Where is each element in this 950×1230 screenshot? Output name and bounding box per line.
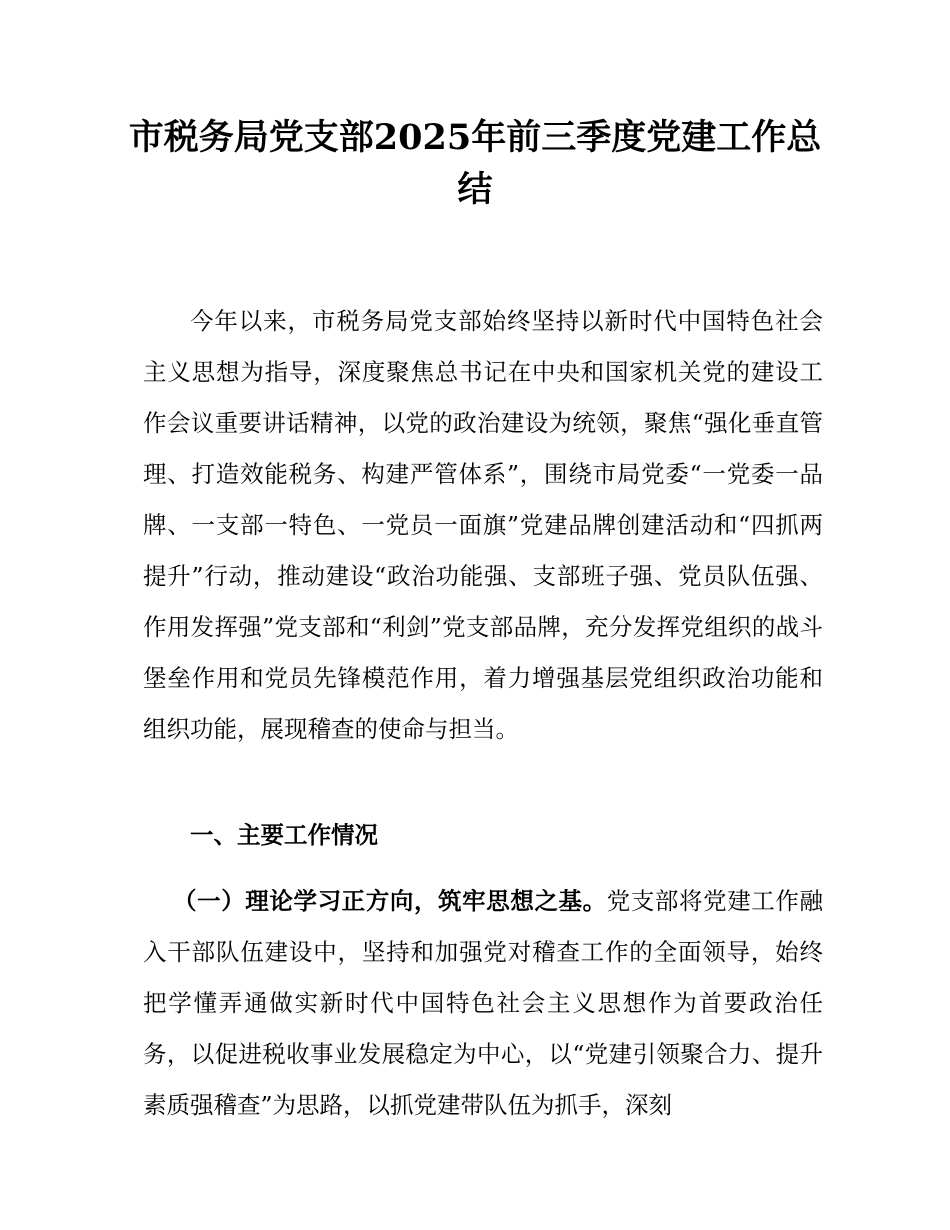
subsection-text: 党支部将党建工作融入干部队伍建设中，坚持和加强党对稽查工作的全面领导，始终把学懂弄通做实新时代中国特色社会主义思想作为首要政治任务，以促进税收事业发展稳定为中心，以“党建引领聚合力、提升素质强稽查”为思路，以抓党建带队伍为抓手，深刻 xyxy=(143,887,824,1119)
section-heading: 一、主要工作情况 xyxy=(190,821,378,849)
intro-paragraph: 今年以来，市税务局党支部始终坚持以新时代中国特色社会主义思想为指导，深度聚焦总书记在中央和国家机关党的建设工作会议重要讲话精神，以党的政治建设为统领，聚焦“强化垂直管理、打造效能税务、构建严管体系”，围绕市局党委“一党委一品牌、一支部一特色、一党员一面旗”党建品牌创建活动和“四抓两提升”行动，推动建设“政治功能强、支部班子强、党员队伍强、作用发挥强”党支部和“利剑”党支部品牌，充分发挥党组织的战斗堡垒作用和党员先锋模范作用，着力增强基层党组织政治功能和组织功能，展现稽查的使命与担当。 xyxy=(143,307,823,743)
subsection-lead: （一）理论学习正方向，筑牢思想之基。 xyxy=(173,887,607,915)
document-title: 市税务局党支部2025年前三季度党建工作总结 xyxy=(128,117,822,210)
subsection-paragraph xyxy=(143,876,823,1131)
